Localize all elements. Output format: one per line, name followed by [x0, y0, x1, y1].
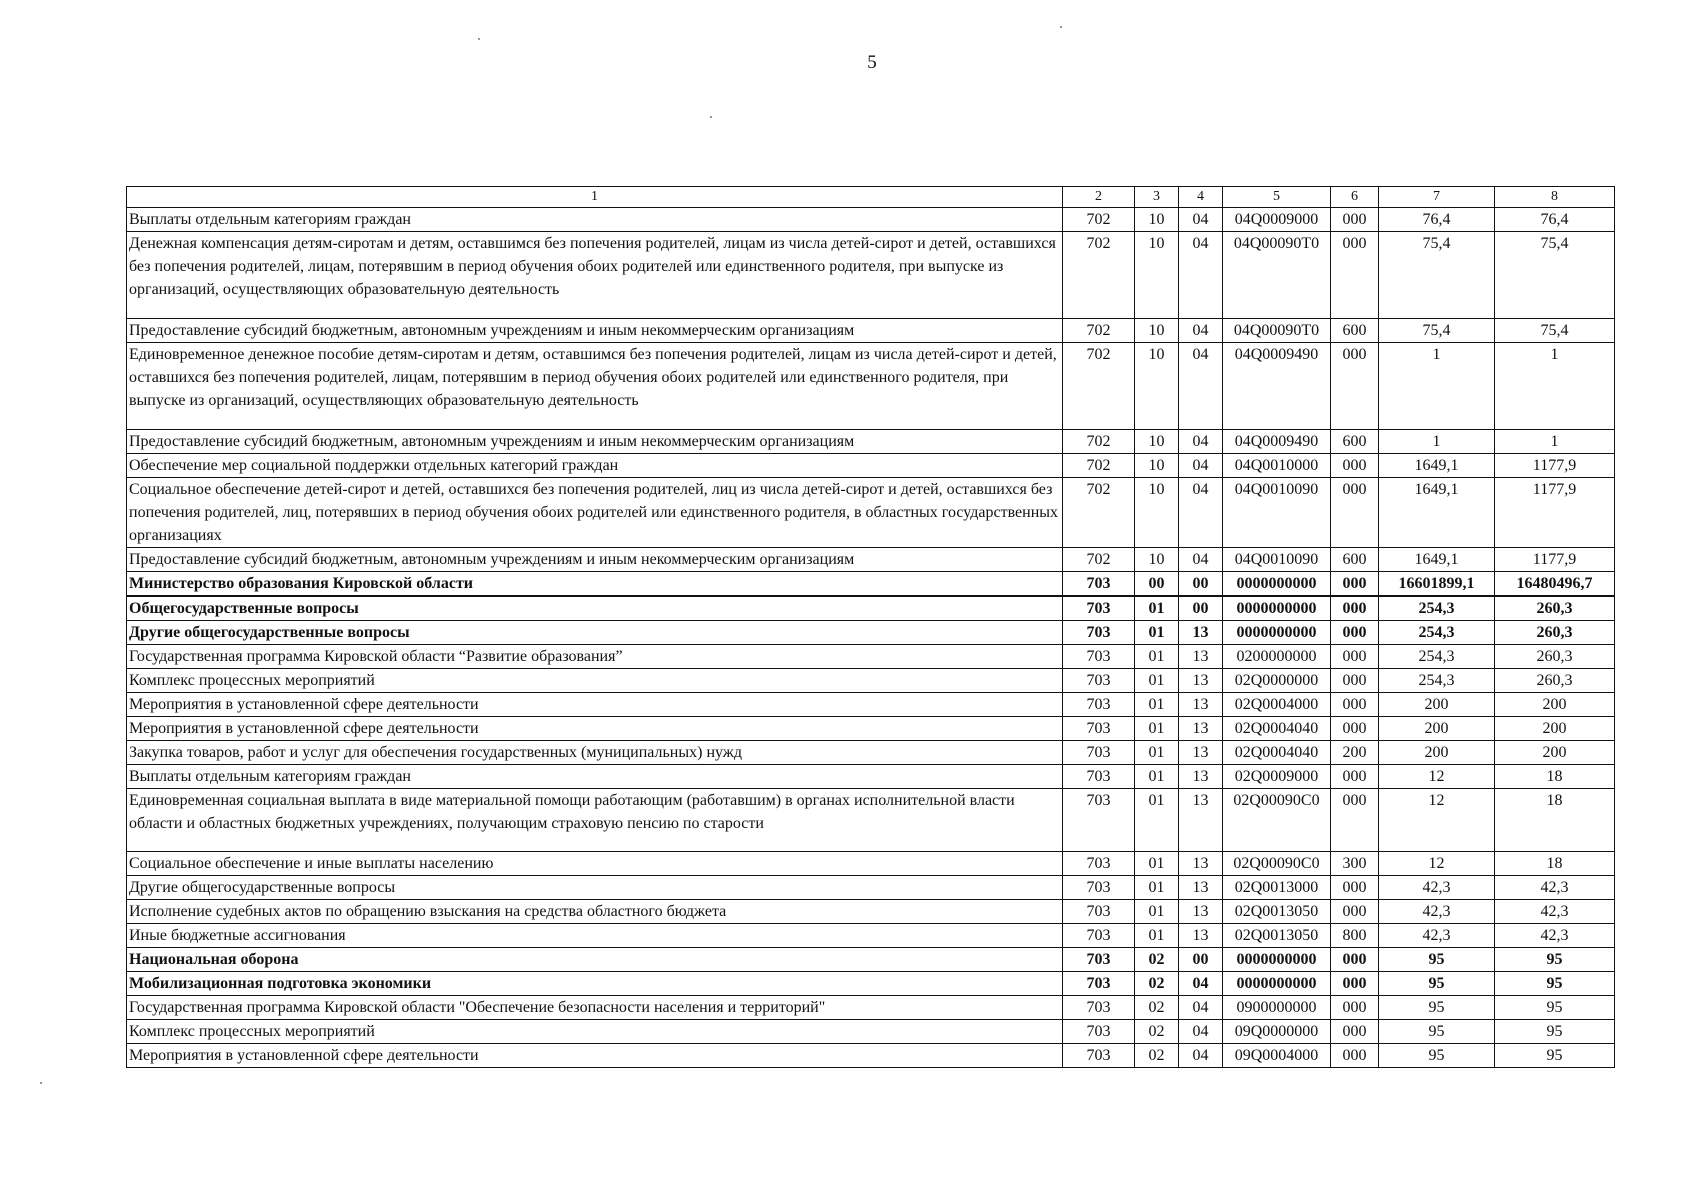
target-article-cell: 04Q0009490 [1223, 343, 1331, 430]
scan-speck [478, 38, 480, 40]
row-name-cell: Другие общегосударственные вопросы [127, 621, 1063, 645]
scan-speck [40, 1082, 42, 1084]
table-row [127, 454, 1615, 478]
table-row [127, 717, 1615, 741]
ministry-code-cell: 703 [1063, 572, 1135, 597]
amount-year1-cell: 12 [1379, 789, 1495, 852]
amount-year2-cell: 75,4 [1495, 319, 1615, 343]
table-row [127, 430, 1615, 454]
target-article-cell: 04Q00090Т0 [1223, 232, 1331, 319]
amount-year2-cell: 260,3 [1495, 645, 1615, 669]
expense-type-cell: 000 [1331, 948, 1379, 972]
subsection-code-cell: 04 [1179, 972, 1223, 996]
expense-type-cell: 800 [1331, 924, 1379, 948]
section-code-cell: 02 [1135, 972, 1179, 996]
amount-year1-cell: 254,3 [1379, 669, 1495, 693]
expense-type-cell: 000 [1331, 572, 1379, 597]
amount-year2-cell: 1 [1495, 430, 1615, 454]
section-code-cell: 01 [1135, 669, 1179, 693]
target-article-cell: 04Q0010090 [1223, 478, 1331, 548]
amount-year1-cell: 1 [1379, 430, 1495, 454]
expense-type-cell: 000 [1331, 972, 1379, 996]
amount-year2-cell: 260,3 [1495, 669, 1615, 693]
amount-year2-cell: 95 [1495, 1044, 1615, 1068]
target-article-cell: 09Q0004000 [1223, 1044, 1331, 1068]
amount-year2-cell: 200 [1495, 693, 1615, 717]
amount-year1-cell: 16601899,1 [1379, 572, 1495, 597]
section-code-cell: 02 [1135, 1020, 1179, 1044]
column-number: 4 [1179, 187, 1223, 208]
section-code-cell: 01 [1135, 717, 1179, 741]
row-name-cell: Выплаты отдельным категориям граждан [127, 208, 1063, 232]
subsection-code-cell: 04 [1179, 208, 1223, 232]
table-row [127, 972, 1615, 996]
table-body [127, 187, 1615, 1068]
subsection-code-cell: 04 [1179, 454, 1223, 478]
amount-year1-cell: 200 [1379, 717, 1495, 741]
amount-year1-cell: 1 [1379, 343, 1495, 430]
expense-type-cell: 200 [1331, 741, 1379, 765]
amount-year1-cell: 200 [1379, 693, 1495, 717]
section-code-cell: 10 [1135, 548, 1179, 572]
amount-year2-cell: 42,3 [1495, 900, 1615, 924]
amount-year2-cell: 1177,9 [1495, 478, 1615, 548]
table-row [127, 948, 1615, 972]
expense-type-cell: 600 [1331, 548, 1379, 572]
scan-speck [710, 116, 712, 118]
target-article-cell: 04Q00090Т0 [1223, 319, 1331, 343]
subsection-code-cell: 00 [1179, 572, 1223, 597]
amount-year2-cell: 200 [1495, 717, 1615, 741]
table-row [127, 765, 1615, 789]
ministry-code-cell: 703 [1063, 693, 1135, 717]
subsection-code-cell: 13 [1179, 717, 1223, 741]
amount-year1-cell: 75,4 [1379, 319, 1495, 343]
expense-type-cell: 600 [1331, 319, 1379, 343]
target-article-cell: 0000000000 [1223, 572, 1331, 597]
ministry-code-cell: 703 [1063, 1020, 1135, 1044]
ministry-code-cell: 703 [1063, 596, 1135, 621]
table-row [127, 669, 1615, 693]
target-article-cell: 02Q0000000 [1223, 669, 1331, 693]
ministry-code-cell: 702 [1063, 343, 1135, 430]
amount-year1-cell: 95 [1379, 996, 1495, 1020]
ministry-code-cell: 703 [1063, 996, 1135, 1020]
section-code-cell: 01 [1135, 645, 1179, 669]
budget-table [126, 186, 1615, 1068]
expense-type-cell: 000 [1331, 765, 1379, 789]
expense-type-cell: 000 [1331, 693, 1379, 717]
subsection-code-cell: 04 [1179, 1044, 1223, 1068]
amount-year2-cell: 18 [1495, 765, 1615, 789]
row-name-cell: Предоставление субсидий бюджетным, автономным учреждениям и иным некоммерческим организациям [127, 319, 1063, 343]
amount-year2-cell: 95 [1495, 948, 1615, 972]
amount-year2-cell: 1177,9 [1495, 454, 1615, 478]
expense-type-cell: 000 [1331, 208, 1379, 232]
row-name-cell: Национальная оборона [127, 948, 1063, 972]
amount-year1-cell: 95 [1379, 1044, 1495, 1068]
row-name-cell: Мобилизационная подготовка экономики [127, 972, 1063, 996]
ministry-code-cell: 703 [1063, 741, 1135, 765]
column-number: 5 [1223, 187, 1331, 208]
subsection-code-cell: 13 [1179, 693, 1223, 717]
section-code-cell: 10 [1135, 430, 1179, 454]
amount-year1-cell: 1649,1 [1379, 478, 1495, 548]
section-code-cell: 01 [1135, 693, 1179, 717]
expense-type-cell: 000 [1331, 454, 1379, 478]
table-row [127, 1020, 1615, 1044]
table-row [127, 343, 1615, 430]
target-article-cell: 0200000000 [1223, 645, 1331, 669]
ministry-code-cell: 702 [1063, 454, 1135, 478]
row-name-cell: Иные бюджетные ассигнования [127, 924, 1063, 948]
table-row [127, 852, 1615, 876]
amount-year2-cell: 200 [1495, 741, 1615, 765]
subsection-code-cell: 00 [1179, 596, 1223, 621]
target-article-cell: 04Q0009490 [1223, 430, 1331, 454]
amount-year1-cell: 76,4 [1379, 208, 1495, 232]
section-code-cell: 02 [1135, 1044, 1179, 1068]
target-article-cell: 02Q0004000 [1223, 693, 1331, 717]
table-row [127, 876, 1615, 900]
ministry-code-cell: 703 [1063, 900, 1135, 924]
subsection-code-cell: 13 [1179, 669, 1223, 693]
section-code-cell: 10 [1135, 343, 1179, 430]
row-name-cell: Комплекс процессных мероприятий [127, 669, 1063, 693]
subsection-code-cell: 13 [1179, 621, 1223, 645]
amount-year2-cell: 1177,9 [1495, 548, 1615, 572]
table-row [127, 319, 1615, 343]
amount-year1-cell: 95 [1379, 948, 1495, 972]
amount-year1-cell: 254,3 [1379, 645, 1495, 669]
subsection-code-cell: 13 [1179, 924, 1223, 948]
table-row [127, 924, 1615, 948]
row-name-cell: Единовременное денежное пособие детям-сиротам и детям, оставшимся без попечения родителей, лицам из числа детей-сирот и детей, оставшихся без попечения родителей, лицам, потерявшим в период обучения обоих родителей или единственного родителя, при выпуске из организаций, осуществляющих образовательную деятельность [127, 343, 1063, 430]
amount-year2-cell: 18 [1495, 852, 1615, 876]
subsection-code-cell: 13 [1179, 876, 1223, 900]
ministry-code-cell: 702 [1063, 232, 1135, 319]
target-article-cell: 02Q00090С0 [1223, 852, 1331, 876]
table-row [127, 596, 1615, 621]
row-name-cell: Мероприятия в установленной сфере деятельности [127, 693, 1063, 717]
amount-year1-cell: 254,3 [1379, 596, 1495, 621]
row-name-cell: Выплаты отдельным категориям граждан [127, 765, 1063, 789]
row-name-cell: Обеспечение мер социальной поддержки отдельных категорий граждан [127, 454, 1063, 478]
row-name-cell: Мероприятия в установленной сфере деятельности [127, 1044, 1063, 1068]
section-code-cell: 01 [1135, 789, 1179, 852]
row-name-cell: Другие общегосударственные вопросы [127, 876, 1063, 900]
amount-year1-cell: 42,3 [1379, 924, 1495, 948]
row-name-cell: Денежная компенсация детям-сиротам и детям, оставшимся без попечения родителей, лицам из числа детей-сирот и детей, оставшихся без попечения родителей, лицам, потерявшим в период обучения обоих родителей или единственного родителя, при выпуске из организаций, осуществляющих образовательную деятельность [127, 232, 1063, 319]
amount-year1-cell: 42,3 [1379, 900, 1495, 924]
subsection-code-cell: 13 [1179, 789, 1223, 852]
expense-type-cell: 000 [1331, 596, 1379, 621]
table-row [127, 478, 1615, 548]
column-number: 8 [1495, 187, 1615, 208]
row-name-cell: Социальное обеспечение детей-сирот и детей, оставшихся без попечения родителей, лиц из числа детей-сирот и детей, оставшихся без попечения родителей, лиц, потерявших в период обучения обоих родителей или единственного родителя, в областных государственных организациях [127, 478, 1063, 548]
expense-type-cell: 000 [1331, 996, 1379, 1020]
section-code-cell: 01 [1135, 876, 1179, 900]
table-row [127, 741, 1615, 765]
amount-year1-cell: 254,3 [1379, 621, 1495, 645]
target-article-cell: 0000000000 [1223, 972, 1331, 996]
target-article-cell: 04Q0010000 [1223, 454, 1331, 478]
expense-type-cell: 000 [1331, 669, 1379, 693]
target-article-cell: 02Q0004040 [1223, 741, 1331, 765]
section-code-cell: 02 [1135, 996, 1179, 1020]
amount-year1-cell: 12 [1379, 852, 1495, 876]
target-article-cell: 02Q0013050 [1223, 924, 1331, 948]
expense-type-cell: 600 [1331, 430, 1379, 454]
ministry-code-cell: 703 [1063, 948, 1135, 972]
amount-year2-cell: 42,3 [1495, 924, 1615, 948]
target-article-cell: 09Q0000000 [1223, 1020, 1331, 1044]
target-article-cell: 02Q0009000 [1223, 765, 1331, 789]
ministry-code-cell: 703 [1063, 1044, 1135, 1068]
subsection-code-cell: 04 [1179, 548, 1223, 572]
row-name-cell: Исполнение судебных актов по обращению взыскания на средства областного бюджета [127, 900, 1063, 924]
table-row [127, 996, 1615, 1020]
ministry-code-cell: 703 [1063, 621, 1135, 645]
target-article-cell: 02Q00090С0 [1223, 789, 1331, 852]
row-name-cell: Мероприятия в установленной сфере деятельности [127, 717, 1063, 741]
amount-year2-cell: 95 [1495, 972, 1615, 996]
target-article-cell: 02Q0013000 [1223, 876, 1331, 900]
target-article-cell: 0000000000 [1223, 621, 1331, 645]
column-number-row [127, 187, 1615, 208]
section-code-cell: 01 [1135, 596, 1179, 621]
section-code-cell: 01 [1135, 741, 1179, 765]
subsection-code-cell: 04 [1179, 343, 1223, 430]
page-number: 5 [867, 52, 877, 73]
subsection-code-cell: 04 [1179, 430, 1223, 454]
amount-year2-cell: 1 [1495, 343, 1615, 430]
amount-year2-cell: 260,3 [1495, 621, 1615, 645]
table-row [127, 900, 1615, 924]
ministry-code-cell: 702 [1063, 319, 1135, 343]
table-row [127, 572, 1615, 597]
section-code-cell: 01 [1135, 621, 1179, 645]
row-name-cell: Единовременная социальная выплата в виде материальной помощи работающим (работавшим) в органах исполнительной власти области и областных бюджетных учреждениях, получающим страховую пенсию по старости [127, 789, 1063, 852]
expense-type-cell: 000 [1331, 645, 1379, 669]
ministry-code-cell: 703 [1063, 852, 1135, 876]
expense-type-cell: 000 [1331, 232, 1379, 319]
table-row [127, 232, 1615, 319]
expense-type-cell: 000 [1331, 1044, 1379, 1068]
ministry-code-cell: 702 [1063, 208, 1135, 232]
ministry-code-cell: 703 [1063, 972, 1135, 996]
section-code-cell: 02 [1135, 948, 1179, 972]
expense-type-cell: 000 [1331, 343, 1379, 430]
ministry-code-cell: 703 [1063, 669, 1135, 693]
row-name-cell: Закупка товаров, работ и услуг для обеспечения государственных (муниципальных) нужд [127, 741, 1063, 765]
subsection-code-cell: 13 [1179, 852, 1223, 876]
column-number: 3 [1135, 187, 1179, 208]
target-article-cell: 04Q0009000 [1223, 208, 1331, 232]
amount-year2-cell: 18 [1495, 789, 1615, 852]
subsection-code-cell: 13 [1179, 741, 1223, 765]
amount-year1-cell: 12 [1379, 765, 1495, 789]
amount-year1-cell: 1649,1 [1379, 548, 1495, 572]
section-code-cell: 01 [1135, 852, 1179, 876]
row-name-cell: Комплекс процессных мероприятий [127, 1020, 1063, 1044]
section-code-cell: 01 [1135, 900, 1179, 924]
column-number: 6 [1331, 187, 1379, 208]
amount-year2-cell: 16480496,7 [1495, 572, 1615, 597]
section-code-cell: 10 [1135, 319, 1179, 343]
column-number: 2 [1063, 187, 1135, 208]
subsection-code-cell: 04 [1179, 996, 1223, 1020]
table-row [127, 645, 1615, 669]
column-number: 1 [127, 187, 1063, 208]
row-name-cell: Общегосударственные вопросы [127, 596, 1063, 621]
amount-year1-cell: 75,4 [1379, 232, 1495, 319]
subsection-code-cell: 04 [1179, 232, 1223, 319]
section-code-cell: 10 [1135, 232, 1179, 319]
amount-year1-cell: 95 [1379, 972, 1495, 996]
row-name-cell: Социальное обеспечение и иные выплаты населению [127, 852, 1063, 876]
section-code-cell: 01 [1135, 765, 1179, 789]
amount-year2-cell: 95 [1495, 1020, 1615, 1044]
amount-year1-cell: 95 [1379, 1020, 1495, 1044]
subsection-code-cell: 13 [1179, 645, 1223, 669]
amount-year2-cell: 95 [1495, 996, 1615, 1020]
amount-year2-cell: 260,3 [1495, 596, 1615, 621]
section-code-cell: 10 [1135, 454, 1179, 478]
section-code-cell: 00 [1135, 572, 1179, 597]
ministry-code-cell: 703 [1063, 789, 1135, 852]
ministry-code-cell: 702 [1063, 548, 1135, 572]
ministry-code-cell: 703 [1063, 645, 1135, 669]
section-code-cell: 10 [1135, 478, 1179, 548]
target-article-cell: 02Q0013050 [1223, 900, 1331, 924]
expense-type-cell: 000 [1331, 1020, 1379, 1044]
expense-type-cell: 300 [1331, 852, 1379, 876]
section-code-cell: 01 [1135, 924, 1179, 948]
row-name-cell: Предоставление субсидий бюджетным, автономным учреждениям и иным некоммерческим организациям [127, 548, 1063, 572]
amount-year2-cell: 42,3 [1495, 876, 1615, 900]
table-row [127, 1044, 1615, 1068]
ministry-code-cell: 703 [1063, 876, 1135, 900]
expense-type-cell: 000 [1331, 621, 1379, 645]
amount-year1-cell: 1649,1 [1379, 454, 1495, 478]
section-code-cell: 10 [1135, 208, 1179, 232]
expense-type-cell: 000 [1331, 900, 1379, 924]
target-article-cell: 0000000000 [1223, 948, 1331, 972]
target-article-cell: 02Q0004040 [1223, 717, 1331, 741]
expense-type-cell: 000 [1331, 876, 1379, 900]
table-row [127, 548, 1615, 572]
subsection-code-cell: 04 [1179, 319, 1223, 343]
target-article-cell: 04Q0010090 [1223, 548, 1331, 572]
row-name-cell: Государственная программа Кировской области “Развитие образования” [127, 645, 1063, 669]
subsection-code-cell: 04 [1179, 478, 1223, 548]
amount-year2-cell: 76,4 [1495, 208, 1615, 232]
subsection-code-cell: 00 [1179, 948, 1223, 972]
ministry-code-cell: 702 [1063, 430, 1135, 454]
table-row [127, 693, 1615, 717]
ministry-code-cell: 703 [1063, 717, 1135, 741]
expense-type-cell: 000 [1331, 717, 1379, 741]
subsection-code-cell: 04 [1179, 1020, 1223, 1044]
expense-type-cell: 000 [1331, 789, 1379, 852]
ministry-code-cell: 702 [1063, 478, 1135, 548]
table-row [127, 621, 1615, 645]
row-name-cell: Министерство образования Кировской области [127, 572, 1063, 597]
amount-year1-cell: 42,3 [1379, 876, 1495, 900]
amount-year1-cell: 200 [1379, 741, 1495, 765]
target-article-cell: 0900000000 [1223, 996, 1331, 1020]
target-article-cell: 0000000000 [1223, 596, 1331, 621]
subsection-code-cell: 13 [1179, 900, 1223, 924]
subsection-code-cell: 13 [1179, 765, 1223, 789]
table-row [127, 208, 1615, 232]
column-number: 7 [1379, 187, 1495, 208]
scan-speck [1060, 26, 1062, 28]
amount-year2-cell: 75,4 [1495, 232, 1615, 319]
table-row [127, 789, 1615, 852]
expense-type-cell: 000 [1331, 478, 1379, 548]
ministry-code-cell: 703 [1063, 765, 1135, 789]
row-name-cell: Предоставление субсидий бюджетным, автономным учреждениям и иным некоммерческим организациям [127, 430, 1063, 454]
row-name-cell: Государственная программа Кировской области "Обеспечение безопасности населения и территорий" [127, 996, 1063, 1020]
ministry-code-cell: 703 [1063, 924, 1135, 948]
